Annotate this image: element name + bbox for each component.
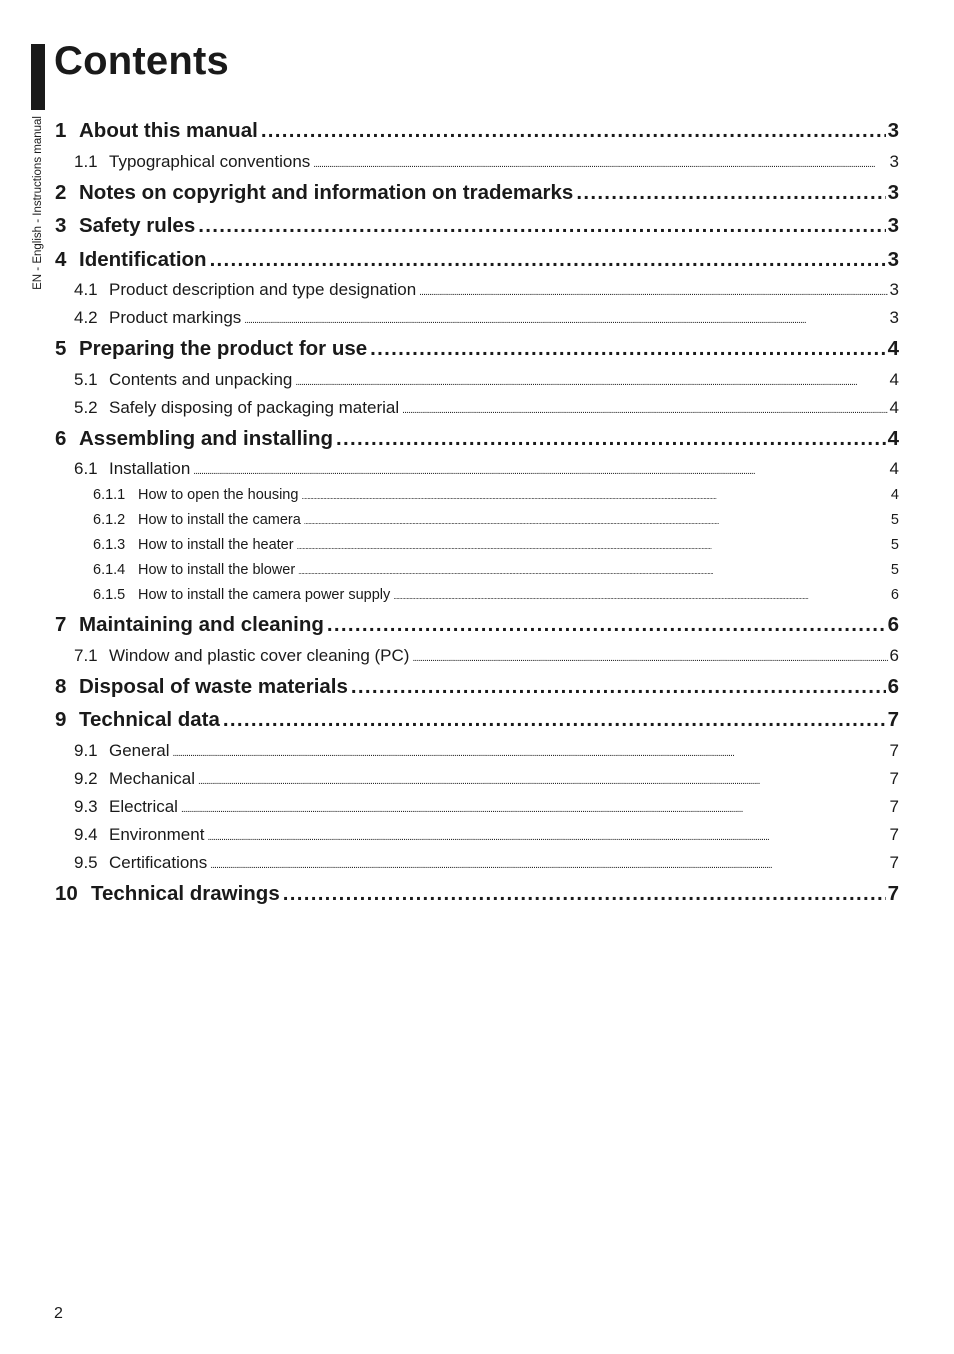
- toc-entry-page: 3: [889, 308, 899, 327]
- toc-entry-title: Safely disposing of packaging material: [109, 397, 400, 417]
- toc-entry-page: 5: [890, 537, 899, 553]
- toc-entry-title: How to install the camera power supply: [138, 587, 391, 603]
- toc-entry-title: How to install the blower: [138, 562, 296, 578]
- toc-entry-number: 4.2: [74, 308, 98, 327]
- toc-entry-page: 6: [887, 674, 899, 698]
- toc-dot-leader: [419, 279, 887, 304]
- toc-entry[interactable]: [55, 114, 899, 148]
- toc-entry[interactable]: [55, 533, 899, 558]
- toc-entry[interactable]: [55, 394, 899, 422]
- toc-entry-number: 6.1.3: [93, 537, 126, 553]
- toc-entry-number: 9.4: [74, 824, 98, 844]
- toc-entry-title: Window and plastic cover cleaning (PC): [109, 645, 410, 665]
- toc-entry[interactable]: [55, 455, 899, 483]
- toc-dot-leader: [172, 740, 887, 765]
- toc-entry-title: Electrical: [109, 796, 178, 816]
- toc-entry[interactable]: [55, 849, 899, 877]
- toc-entry-page: 4: [889, 369, 899, 389]
- toc-entry-page: 3: [889, 151, 899, 171]
- toc-entry-title: Safety rules: [79, 214, 196, 237]
- toc-entry-number: 10: [55, 881, 78, 905]
- toc-entry[interactable]: [55, 642, 899, 670]
- toc-entry-page: 7: [889, 768, 899, 788]
- toc-dot-leader: [304, 509, 889, 533]
- toc-entry[interactable]: [55, 703, 899, 737]
- toc-entry-number: 6: [55, 426, 67, 450]
- toc-entry-title: Technical data: [79, 708, 220, 731]
- toc-dot-leader: [313, 151, 887, 176]
- toc-dot-leader: [198, 209, 885, 243]
- toc-entry-page: 7: [887, 881, 899, 905]
- toc-entry-page: 3: [889, 280, 899, 299]
- toc-entry-page: 7: [889, 740, 899, 760]
- toc-dot-leader: [351, 670, 886, 704]
- toc-entry-number: 4.1: [74, 280, 98, 299]
- toc-entry-title: Assembling and installing: [79, 426, 334, 450]
- toc-entry-number: 8: [55, 674, 67, 698]
- toc-entry-title: Typographical conventions: [109, 151, 311, 171]
- toc-entry[interactable]: [55, 483, 899, 508]
- toc-dot-leader: [327, 608, 886, 642]
- toc-dot-leader: [207, 824, 887, 849]
- toc-entry-number: 9.1: [74, 740, 98, 760]
- toc-dot-leader: [210, 243, 886, 277]
- toc-entry-page: 3: [887, 119, 899, 142]
- toc-entry-page: 4: [887, 426, 899, 450]
- toc-entry-page: 5: [890, 562, 899, 578]
- toc-entry-number: 6.1.4: [93, 562, 126, 578]
- toc-entry[interactable]: [55, 793, 899, 821]
- toc-entry-number: 6.1: [74, 459, 98, 478]
- toc-entry[interactable]: [55, 608, 899, 642]
- page-title: Contents: [54, 39, 229, 83]
- page-number: 2: [54, 1305, 63, 1322]
- toc-entry-page: 4: [889, 397, 899, 417]
- toc-entry-page: 5: [890, 512, 899, 528]
- toc-entry-title: About this manual: [79, 119, 258, 142]
- toc-dot-leader: [283, 877, 886, 911]
- toc-entry-number: 2: [55, 180, 67, 204]
- toc-dot-leader: [370, 332, 885, 366]
- toc-dot-leader: [412, 645, 887, 670]
- toc-entry-number: 7.1: [74, 645, 98, 665]
- toc-entry-page: 6: [890, 587, 899, 603]
- toc-entry[interactable]: [55, 276, 899, 304]
- toc-entry-number: 1.1: [74, 151, 98, 171]
- toc-entry-title: How to install the heater: [138, 537, 294, 553]
- toc-entry-title: Preparing the product for use: [79, 337, 368, 360]
- toc-entry-number: 6.1.5: [93, 587, 126, 603]
- toc-dot-leader: [295, 369, 887, 394]
- toc-dot-leader: [402, 397, 887, 422]
- toc-entry[interactable]: [55, 304, 899, 332]
- toc-entry[interactable]: [55, 821, 899, 849]
- toc-entry-title: Maintaining and cleaning: [79, 613, 324, 636]
- toc-dot-leader: [576, 176, 885, 210]
- toc-entry[interactable]: [55, 558, 899, 583]
- toc-entry[interactable]: [55, 148, 899, 176]
- toc-entry-page: 6: [889, 645, 899, 665]
- side-label: [31, 116, 45, 338]
- toc-entry-page: 4: [889, 459, 899, 478]
- toc-dot-leader: [223, 703, 886, 737]
- toc-entry-title: Certifications: [109, 852, 208, 872]
- toc-dot-leader: [198, 768, 888, 793]
- toc-entry-title: Contents and unpacking: [109, 369, 293, 389]
- toc-entry-number: 5: [55, 337, 67, 360]
- side-label-text: EN - English - Instructions manual: [32, 116, 44, 290]
- toc-entry[interactable]: [55, 583, 899, 608]
- toc-entry-number: 9.3: [74, 796, 98, 816]
- toc-entry-page: 4: [887, 337, 899, 360]
- toc-entry-number: 9: [55, 708, 67, 731]
- toc-entry[interactable]: [55, 209, 899, 243]
- toc-dot-leader: [298, 559, 889, 583]
- toc-entry-title: General: [109, 740, 170, 760]
- toc-entry[interactable]: [55, 737, 899, 765]
- toc-entry-page: 3: [887, 180, 899, 204]
- toc-entry-number: 6.1.1: [93, 487, 126, 503]
- toc-entry-title: How to install the camera: [138, 512, 301, 528]
- toc-entry-number: 5.1: [74, 369, 98, 389]
- toc-entry-title: Identification: [79, 247, 207, 271]
- toc-entry[interactable]: [55, 332, 899, 366]
- toc-entry-title: Notes on copyright and information on trademarks: [79, 180, 574, 204]
- header-accent-bar: [31, 44, 45, 110]
- toc-entry-number: 9.2: [74, 768, 98, 788]
- toc-entry-title: Installation: [109, 459, 191, 478]
- toc-entry[interactable]: [55, 176, 899, 210]
- toc-dot-leader: [297, 534, 889, 558]
- toc-entry-page: 7: [887, 708, 899, 731]
- toc-entry-page: 3: [887, 247, 899, 271]
- toc-entry[interactable]: [55, 765, 899, 793]
- toc-entry-page: 6: [887, 613, 899, 636]
- toc-dot-leader: [244, 307, 887, 332]
- toc-entry-number: 4: [55, 247, 67, 271]
- toc-entry-title: Product markings: [109, 308, 242, 327]
- toc-dot-leader: [210, 852, 887, 877]
- toc-entry-number: 3: [55, 214, 67, 237]
- toc-entry-title: Product description and type designation: [109, 280, 417, 299]
- toc-entry-number: 7: [55, 613, 67, 636]
- toc-dot-leader: [336, 422, 886, 456]
- toc-entry-title: Technical drawings: [91, 881, 280, 905]
- toc-entry-number: 5.2: [74, 397, 98, 417]
- table-of-contents: [55, 114, 899, 910]
- toc-entry-title: Disposal of waste materials: [79, 674, 348, 698]
- toc-entry[interactable]: [55, 508, 899, 533]
- toc-entry-title: How to open the housing: [138, 487, 299, 503]
- toc-entry-page: 7: [889, 796, 899, 816]
- toc-dot-leader: [301, 484, 889, 508]
- toc-dot-leader: [193, 458, 887, 483]
- toc-entry-number: 6.1.2: [93, 512, 126, 528]
- toc-entry-number: 1: [55, 119, 67, 142]
- toc-entry-title: Environment: [109, 824, 205, 844]
- toc-entry-number: 9.5: [74, 852, 98, 872]
- toc-entry-page: 7: [889, 852, 899, 872]
- toc-entry-page: 3: [887, 214, 899, 237]
- toc-dot-leader: [261, 114, 886, 148]
- toc-entry-page: 7: [889, 824, 899, 844]
- toc-entry-page: 4: [890, 487, 899, 503]
- toc-entry[interactable]: [55, 243, 899, 277]
- toc-entry-title: Mechanical: [109, 768, 195, 788]
- toc-entry[interactable]: [55, 366, 899, 394]
- toc-dot-leader: [393, 584, 889, 608]
- toc-entry[interactable]: [55, 422, 899, 456]
- toc-entry[interactable]: [55, 670, 899, 704]
- toc-dot-leader: [181, 796, 888, 821]
- toc-entry[interactable]: [55, 877, 899, 911]
